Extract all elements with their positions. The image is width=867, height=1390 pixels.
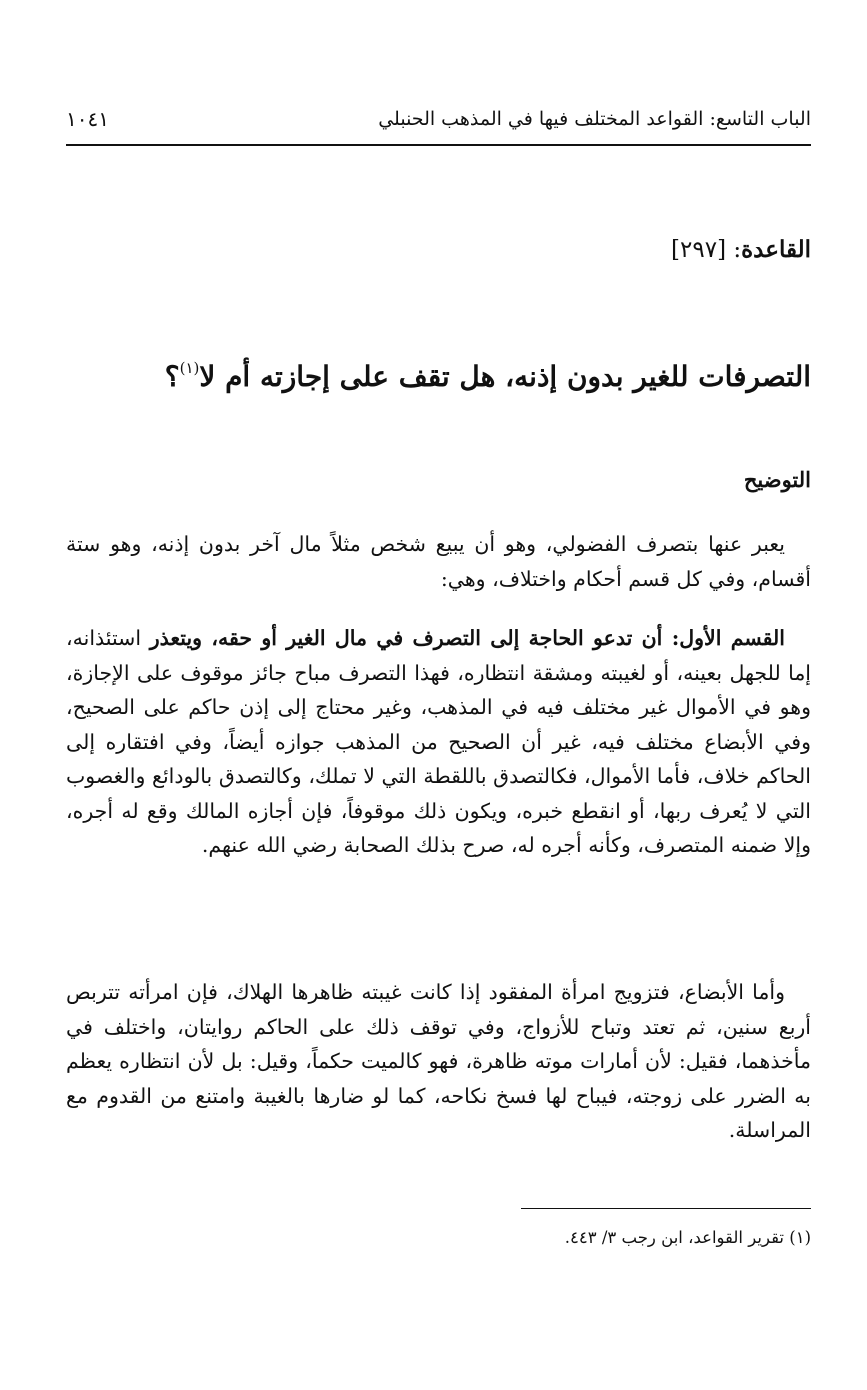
running-header: [66, 104, 811, 146]
paragraph-first-section: [66, 621, 811, 863]
rule-label-word: القاعدة: [741, 236, 811, 263]
footnote-divider: [521, 1208, 811, 1209]
rule-title-end: ؟: [164, 360, 180, 393]
chapter-title: الباب التاسع: القواعد المختلف فيها في المذهب الحنبلي: [378, 108, 811, 130]
footnote: (١) تقرير القواعد، ابن رجب ٣/ ٤٤٣.: [564, 1228, 811, 1247]
first-section-lead: القسم الأول: أن تدعو الحاجة إلى التصرف في مال الغير أو حقه، ويتعذر: [149, 626, 785, 650]
first-section-body: استئذانه، إما للجهل بعينه، أو لغيبته ومشقة انتظاره، فهذا التصرف مباح جائز موقوف على الإجازة، وهو في الأموال غير مختلف فيه في المذهب، وغير محتاج إلى إذن حاكم على الصحيح، وفي الأبضاع مختلف فيه، غير أن الصحيح من المذهب جوازه أيضاً، وفي افتقاره إلى الحاكم خلاف، فأما الأموال، فكالتصدق باللقطة التي لا تملك، وكالتصدق بالودائع والغصوب التي لا يُعرف ربها، أو انقطع خبره، ويكون ذلك موقوفاً، فإن أجازه المالك وقع له أجره، وإلا ضمنه المتصرف، وكأنه أجره له، صرح بذلك الصحابة رضي الله عنهم.: [66, 626, 811, 857]
rule-title-text: التصرفات للغير بدون إذنه، هل تقف على إجازته أم لا: [199, 360, 811, 393]
rule-title: [66, 344, 811, 401]
document-page: [66, 0, 811, 1390]
page-number: ١٠٤١: [66, 107, 109, 131]
section-heading: التوضيح: [743, 467, 811, 492]
footnote-reference[interactable]: (١): [179, 359, 200, 377]
paragraph-intro: يعبر عنها بتصرف الفضولي، وهو أن يبيع شخص مثلاً مال آخر بدون إذنه، وهو ستة أقسام، وفي كل قسم أحكام واختلاف، وهي:: [66, 532, 811, 591]
rule-number: : [٢٩٧]: [671, 237, 742, 263]
paragraph-marriages: وأما الأبضاع، فتزويج امرأة المفقود إذا كانت غيبته ظاهرها الهلاك، فإن امرأته تتربص أربع سنين، ثم تعتد وتباح للأزواج، وفي توقف ذلك على الحاكم روايتان، واختلف في مأخذهما، فقيل: لأن أمارات موته ظاهرة، فهو كالميت حكماً، وقيل: بل لأن انتظاره يعظم به الضرر على زوجته، فيباح لها فسخ نكاحه، كما لو ضارها بالغيبة وامتنع من القدوم مع المراسلة.: [66, 980, 811, 1142]
rule-label: [671, 230, 811, 270]
